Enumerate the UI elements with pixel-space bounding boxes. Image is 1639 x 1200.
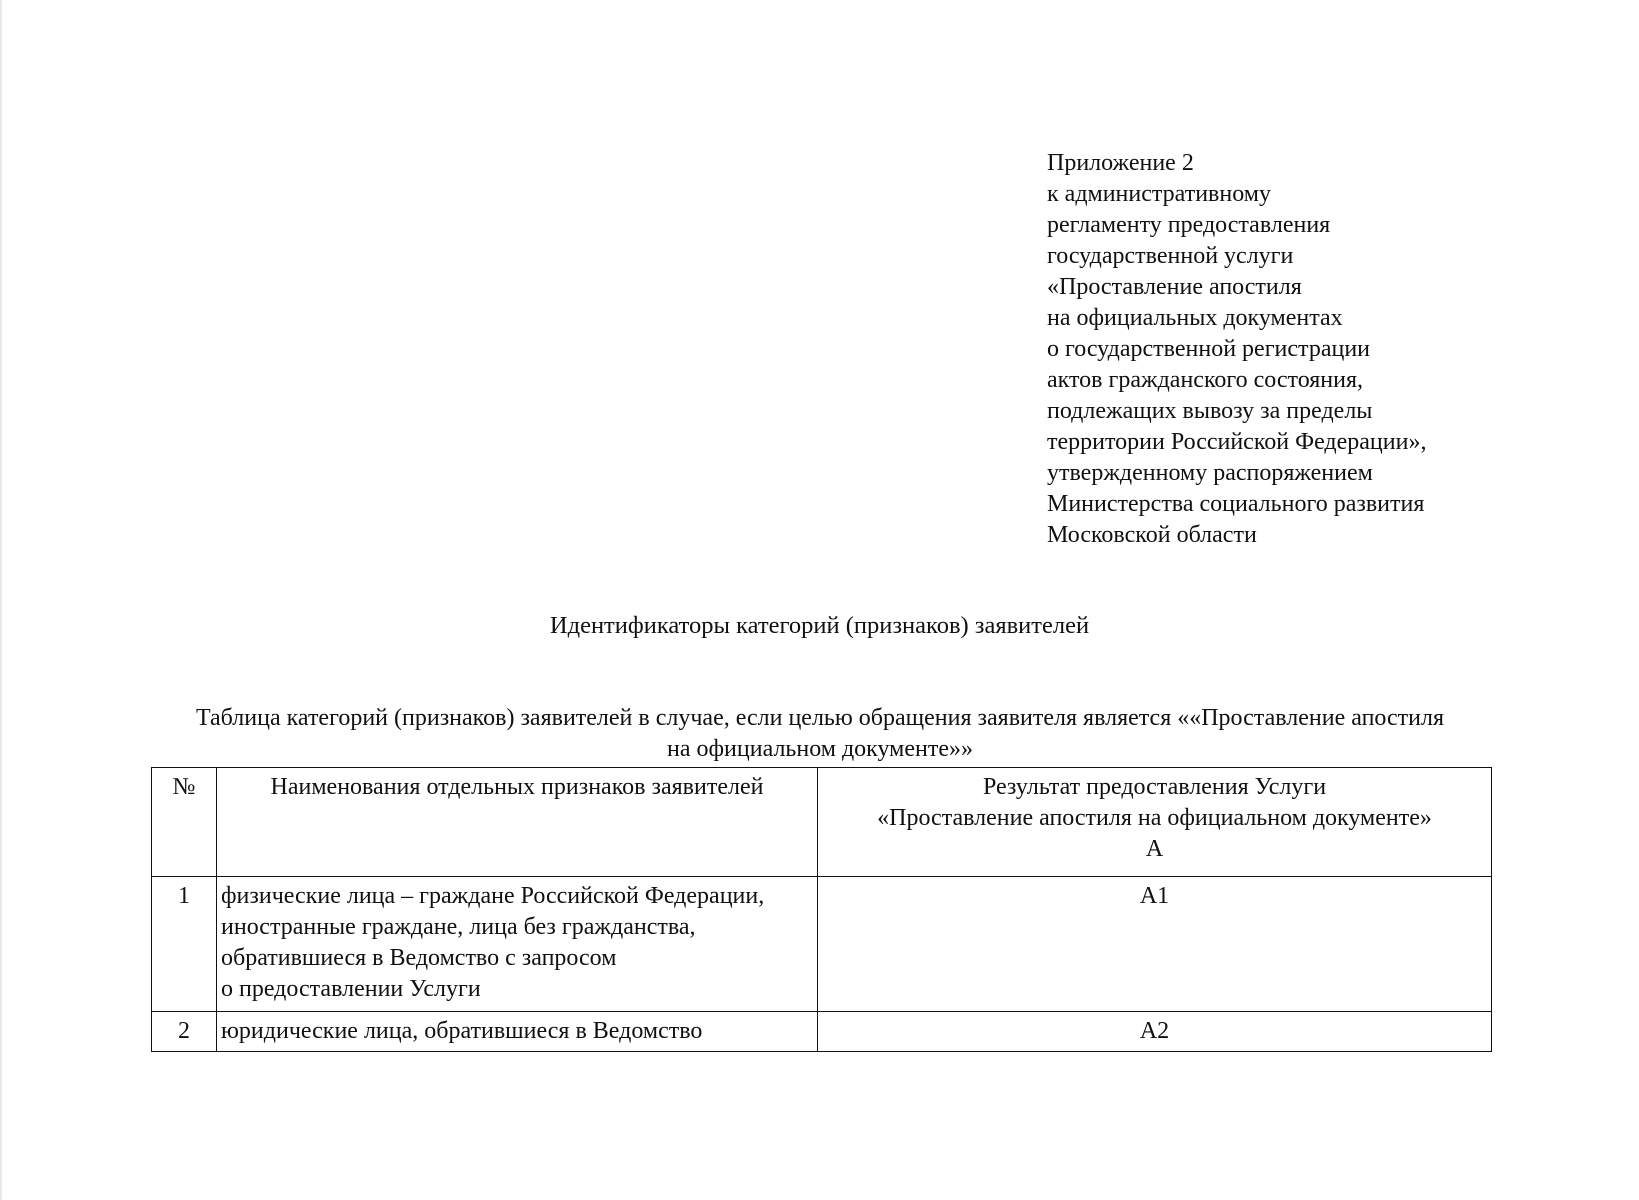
annex-line: Московской области: [1047, 522, 1257, 548]
row-result: А1: [818, 877, 1492, 1012]
annex-line: территории Российской Федерации»,: [1047, 429, 1427, 455]
annex-line: о государственной регистрации: [1047, 336, 1371, 362]
row-number: 1: [152, 877, 217, 1012]
header-result-line: «Проставление апостиля на официальном документе»: [877, 805, 1432, 831]
annex-line: актов гражданского состояния,: [1047, 367, 1364, 393]
row-result: А2: [818, 1012, 1492, 1052]
row-name-line: физические лица – граждане Российской Федерации,: [221, 883, 765, 909]
annex-line: регламенту предоставления: [1047, 212, 1331, 238]
row-name-line: о предоставлении Услуги: [221, 976, 481, 1002]
row-name: [217, 877, 818, 1012]
header-number: №: [152, 768, 217, 877]
table-caption-line: на официальном документе»»: [667, 736, 973, 762]
annex-line: Приложение 2: [1047, 150, 1194, 176]
row-name-line: обратившиеся в Ведомство с запросом: [221, 945, 617, 971]
annex-line: утвержденному распоряжением: [1047, 460, 1373, 486]
row-name-line: иностранные граждане, лица без гражданства,: [221, 914, 696, 940]
annex-block: [1047, 148, 1527, 551]
scan-edge: [0, 0, 2, 1200]
annex-line: на официальных документах: [1047, 305, 1343, 331]
table-caption-line: Таблица категорий (признаков) заявителей в случае, если целью обращения заявителя является ««Проставление апостиля: [195, 705, 1445, 731]
header-name: Наименования отдельных признаков заявителей: [217, 768, 818, 877]
annex-line: Министерства социального развития: [1047, 491, 1425, 517]
row-name: [217, 1012, 818, 1052]
table-caption: [148, 703, 1492, 765]
annex-line: подлежащих вывозу за пределы: [1047, 398, 1373, 424]
row-number: 2: [152, 1012, 217, 1052]
header-result-line: А: [1145, 836, 1164, 862]
annex-line: государственной услуги: [1047, 243, 1294, 269]
document-title: Идентификаторы категорий (признаков) заявителей: [549, 612, 1090, 639]
annex-line: к административному: [1047, 181, 1271, 207]
table-row: [152, 1012, 1492, 1052]
annex-line: «Проставление апостиля: [1047, 274, 1302, 300]
header-result-line: Результат предоставления Услуги: [982, 774, 1327, 800]
table-row: [152, 877, 1492, 1012]
table-header-row: [152, 768, 1492, 877]
categories-table: [151, 767, 1492, 1052]
header-result: [818, 768, 1492, 877]
row-name-line: юридические лица, обратившиеся в Ведомство: [221, 1018, 703, 1044]
